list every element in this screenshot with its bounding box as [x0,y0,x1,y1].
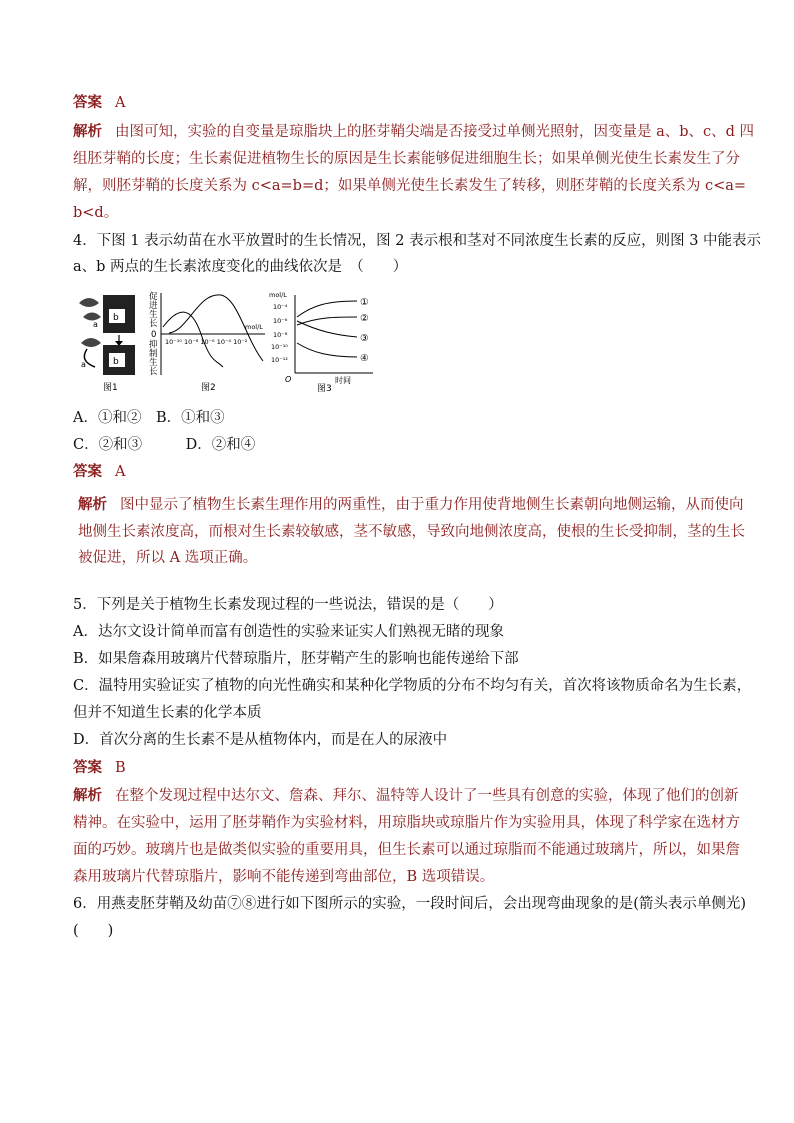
leaf-icon [81,338,101,347]
svg-text:进: 进 [149,301,158,311]
svg-text:②: ② [360,313,369,324]
q5-option-d: D．首次分离的生长素不是从植物体内，而是在人的尿液中 [73,732,448,748]
fig3-unit: mol/L [269,291,287,299]
analysis-text: 在整个发现过程中达尔文、詹森、拜尔、温特等人设计了一些具有创意的实验，体现了他们的创新 [115,788,739,804]
fig3-curve-2 [297,317,357,325]
svg-text:生: 生 [149,358,158,368]
fig2-ticks: 10⁻¹⁰ 10⁻⁸ 10⁻⁶ 10⁻⁴ 10⁻² [165,338,248,346]
q5-stem: 5．下列是关于植物生长素发现过程的一些说法，错误的是（ ） [73,597,503,613]
bent-stem [84,349,95,367]
q4-figure-svg [73,287,393,397]
q5-analysis-line-3: 面的巧妙。玻璃片也是做类似实验的重要用具，但生长素可以通过琼脂而不能通过玻璃片，所以，如果詹 [73,842,740,858]
svg-text:④: ④ [360,353,369,364]
analysis-label: 解析 [73,123,102,140]
analysis-text: 由图可知，实验的自变量是琼脂块上的胚芽鞘尖端是否接受过单侧光照射，因变量是 a、b、c、d 四 [115,124,755,140]
fig1-label-a: a [93,320,98,329]
q4-analysis-line-2: 地侧生长素浓度高，而根对生长素较敏感，茎不敏感，导致向地侧浓度高，使根的生长受抑制，茎的生长 [78,524,745,540]
figure-1 [79,295,135,393]
q5-option-c-line-1: C．温特用实验证实了植物的向光性确实和某种化学物质的分布不均匀有关，首次将该物质命名为生长素， [73,678,752,694]
svg-text:抑: 抑 [149,340,158,350]
q5-analysis-line-2: 精神。在实验中，运用了胚芽鞘作为实验材料，用琼脂块或琼脂片作为实验用具，体现了科学家在选材方 [73,815,740,831]
svg-text:10⁻⁶: 10⁻⁶ [273,317,288,325]
svg-text:①: ① [360,297,369,308]
svg-text:10⁻⁴: 10⁻⁴ [273,303,288,311]
svg-text:0: 0 [151,330,157,340]
q5-analysis-line-4: 森用玻璃片代替琼脂片，影响不能传递到弯曲部位，B 选项错误。 [73,869,495,885]
analysis-label: 解析 [78,496,107,513]
fig3-caption: 图3 [317,384,332,394]
answer-label: 答案 [73,759,102,776]
q5-option-b: B．如果詹森用玻璃片代替琼脂片，胚芽鞘产生的影响也能传递给下部 [73,651,519,667]
q3-analysis-line-1 [73,122,754,142]
answer-value: B [115,760,126,776]
figure-2 [149,292,265,393]
svg-text:10⁻¹²: 10⁻¹² [271,356,288,364]
fig3-yticks [271,303,288,364]
q4-options-line-2: C．②和③ D．②和④ [73,437,256,453]
fig1-label-b: b [113,313,119,323]
leaf-icon [83,313,101,321]
svg-text:长: 长 [149,367,158,377]
q3-answer [73,93,125,113]
svg-text:10⁻¹⁰: 10⁻¹⁰ [271,343,288,351]
svg-text:长: 长 [149,319,158,329]
fig1-label-a: a [81,360,86,369]
q3-analysis-line-3: 解，则胚芽鞘的长度关系为 c<a=b=d；如果单侧光使生长素发生了转移，则胚芽鞘的长度关系为 c<a= [73,178,747,194]
figure-3 [269,291,373,394]
q4-analysis-line-1 [78,495,744,515]
fig2-caption: 图2 [201,383,216,393]
answer-label: 答案 [73,463,102,480]
analysis-label: 解析 [73,787,102,804]
q4-answer [73,462,125,482]
svg-text:促: 促 [149,292,158,302]
svg-text:制: 制 [149,349,158,359]
q4-figure [73,287,393,397]
fig1-label-b: b [113,357,119,367]
svg-text:生: 生 [149,310,158,320]
fig3-origin: O [285,375,292,384]
answer-value: A [115,95,126,111]
q4-analysis-line-3: 被促进，所以 A 选项正确。 [78,550,258,566]
q4-stem-line-1: 4．下图 1 表示幼苗在水平放置时的生长情况，图 2 表示根和茎对不同浓度生长素的反应，则图 3 中能表示 [73,233,762,249]
answer-label: 答案 [73,94,102,111]
fig2-unit: mol/L [245,323,263,331]
q5-option-c-line-2: 但并不知道生长素的化学本质 [73,705,262,721]
leaf-icon [79,298,99,307]
q6-stem-line-2: ( ) [73,923,114,939]
fig3-curve-3 [297,321,357,337]
q3-analysis-line-2: 组胚芽鞘的长度；生长素促进植物生长的原因是生长素能够促进细胞生长；如果单侧光使生长素发生了分 [73,151,740,167]
svg-text:10⁻⁸: 10⁻⁸ [273,331,288,339]
svg-text:③: ③ [360,333,369,344]
q5-option-a: A．达尔文设计简单而富有创造性的实验来证实人们熟视无睹的现象 [73,624,504,640]
q4-stem-line-2: a、b 两点的生长素浓度变化的曲线依次是 （ ） [73,259,408,275]
analysis-text: 图中显示了植物生长素生理作用的两重性，由于重力作用使背地侧生长素朝向地侧运输，从而使向 [120,497,744,513]
q4-options-line-1: A．①和② B．①和③ [73,410,225,426]
fig3-xlabel: 时间 [335,376,351,385]
fig3-curve-1 [297,301,357,317]
answer-value: A [115,464,126,480]
q6-stem-line-1: 6．用燕麦胚芽鞘及幼苗⑦⑧进行如下图所示的实验，一段时间后，会出现弯曲现象的是(箭头表示单侧光) [73,896,747,912]
fig3-curve-labels [360,297,369,364]
fig1-caption: 图1 [103,383,118,393]
fig3-curve-4 [297,343,357,357]
q3-analysis-line-4: b<d。 [73,205,119,221]
q5-analysis-line-1 [73,786,739,806]
q5-answer [73,758,126,778]
fig2-yaxis-text [149,292,158,377]
